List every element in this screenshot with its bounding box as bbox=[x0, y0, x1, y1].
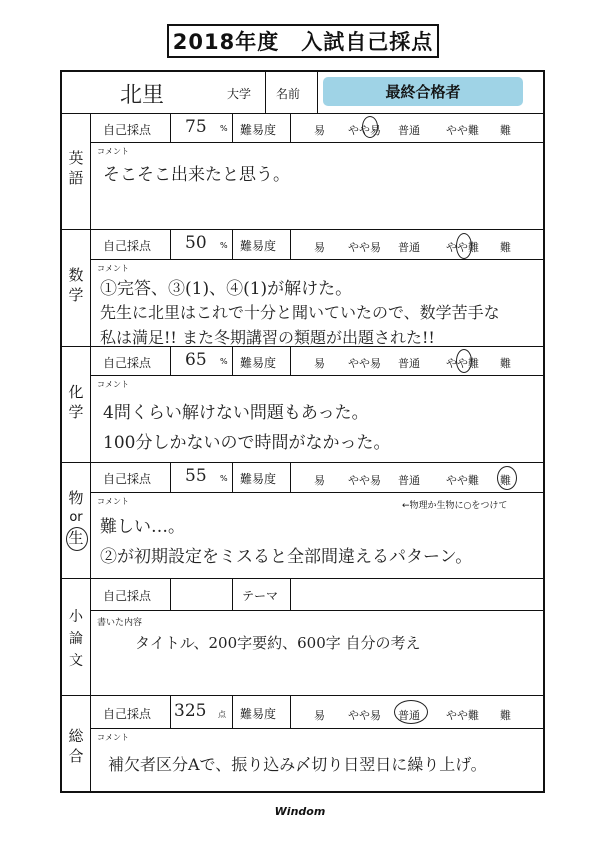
difficulty-option: 難 bbox=[500, 357, 511, 370]
difficulty-label: 難易度 bbox=[240, 356, 277, 370]
cell-divider bbox=[290, 695, 291, 728]
cell-divider bbox=[232, 578, 233, 610]
difficulty-option: やや難 bbox=[446, 709, 479, 722]
section-divider bbox=[60, 229, 545, 230]
self-score-label: 自己採点 bbox=[103, 123, 152, 137]
difficulty-label: 難易度 bbox=[240, 239, 277, 253]
comment-label: コメント bbox=[97, 733, 129, 742]
row-divider bbox=[90, 728, 545, 729]
essay-content: タイトル、200字要約、600字 自分の考え bbox=[135, 634, 421, 652]
comment-label: コメント bbox=[97, 497, 129, 506]
university-label: 大学 bbox=[227, 87, 252, 101]
english-score: 75 bbox=[185, 117, 207, 137]
difficulty-option: 易 bbox=[314, 124, 325, 137]
points-unit: 点 bbox=[218, 710, 226, 719]
difficulty-option: 普通 bbox=[398, 124, 420, 137]
comment-label: コメント bbox=[97, 380, 129, 389]
chemistry-score: 65 bbox=[185, 350, 207, 370]
header-divider-1 bbox=[265, 72, 266, 113]
difficulty-option: やや難 bbox=[446, 474, 479, 487]
subject-column-divider bbox=[90, 113, 91, 793]
page-title: 2018年度 入試自己採点 bbox=[167, 24, 439, 58]
cell-divider bbox=[170, 346, 171, 375]
difficulty-option: やや易 bbox=[348, 709, 381, 722]
difficulty-option: 難 bbox=[500, 241, 511, 254]
percent-unit: % bbox=[220, 357, 228, 366]
percent-unit: % bbox=[220, 241, 228, 250]
math-comment-line: ①完答、③(1)、④(1)が解けた。 bbox=[100, 279, 353, 299]
total-comment-line: 補欠者区分Aで、振り込み〆切り日翌日に繰り上げ。 bbox=[108, 755, 487, 774]
cell-divider bbox=[170, 462, 171, 492]
cell-divider bbox=[232, 695, 233, 728]
difficulty-option: やや難 bbox=[446, 241, 479, 254]
section-divider bbox=[60, 578, 545, 579]
difficulty-option: 普通 bbox=[398, 474, 420, 487]
cell-divider bbox=[232, 229, 233, 259]
difficulty-option: やや易 bbox=[348, 357, 381, 370]
selected-subject-circle bbox=[66, 527, 88, 551]
section-divider bbox=[60, 346, 545, 347]
english-comment-line: そこそこ出来たと思う。 bbox=[103, 165, 290, 185]
selected-difficulty-circle bbox=[394, 700, 428, 724]
difficulty-option: 易 bbox=[314, 474, 325, 487]
section-divider bbox=[60, 462, 545, 463]
selected-difficulty-circle bbox=[456, 349, 472, 373]
subject-essay: 小論文 bbox=[69, 609, 83, 669]
row-divider bbox=[90, 610, 545, 611]
chemistry-comment-line: 4問くらい解けない問題もあった。 bbox=[103, 403, 369, 423]
percent-unit: % bbox=[220, 474, 228, 483]
subject-or: or bbox=[69, 510, 83, 525]
subject-math: 数学 bbox=[68, 266, 84, 304]
physbio-comment-line: 難しい…。 bbox=[100, 517, 185, 537]
difficulty-option: 普通 bbox=[398, 241, 420, 254]
comment-label: コメント bbox=[97, 264, 129, 273]
cell-divider bbox=[290, 113, 291, 142]
difficulty-label: 難易度 bbox=[240, 472, 277, 486]
cell-divider bbox=[290, 229, 291, 259]
difficulty-option: やや難 bbox=[446, 357, 479, 370]
subject-biology: 生 bbox=[68, 529, 84, 547]
cell-divider bbox=[170, 229, 171, 259]
cell-divider bbox=[290, 346, 291, 375]
difficulty-label: 難易度 bbox=[240, 123, 277, 137]
difficulty-label: 難易度 bbox=[240, 707, 277, 721]
cell-divider bbox=[290, 578, 291, 610]
difficulty-option: 普通 bbox=[398, 357, 420, 370]
physbio-comment-line: ②が初期設定をミスると全部間違えるパターン。 bbox=[100, 547, 473, 567]
difficulty-option: 難 bbox=[500, 124, 511, 137]
difficulty-option: 難 bbox=[500, 474, 511, 487]
cell-divider bbox=[170, 113, 171, 142]
university-value: 北里 bbox=[120, 83, 165, 108]
math-comment-line: 先生に北里はこれで十分と聞いていたので、数学苦手な bbox=[100, 303, 500, 322]
physbio-score: 55 bbox=[185, 466, 207, 486]
self-score-label: 自己採点 bbox=[103, 472, 152, 486]
self-score-label: 自己採点 bbox=[103, 589, 152, 603]
self-score-label: 自己採点 bbox=[103, 707, 152, 721]
selected-difficulty-circle bbox=[456, 233, 472, 259]
difficulty-option: 易 bbox=[314, 709, 325, 722]
name-value: 最終合格者 bbox=[323, 77, 523, 106]
percent-unit: % bbox=[220, 124, 228, 133]
math-comment-line: 私は満足!! また冬期講習の類題が出題された!! bbox=[100, 328, 435, 347]
row-divider bbox=[90, 375, 545, 376]
difficulty-option: やや易 bbox=[348, 241, 381, 254]
physbio-note: ←物理か生物に○をつけて bbox=[402, 501, 508, 511]
subject-physics: 物 bbox=[68, 489, 84, 507]
subject-chemistry: 化学 bbox=[68, 383, 84, 421]
math-score: 50 bbox=[185, 233, 207, 253]
section-divider bbox=[60, 695, 545, 696]
difficulty-option: やや易 bbox=[348, 124, 381, 137]
difficulty-option: 難 bbox=[500, 709, 511, 722]
row-divider bbox=[90, 492, 545, 493]
row-divider bbox=[90, 142, 545, 143]
selected-difficulty-circle bbox=[497, 466, 517, 490]
difficulty-option: 易 bbox=[314, 241, 325, 254]
difficulty-option: やや易 bbox=[348, 474, 381, 487]
name-label: 名前 bbox=[276, 87, 301, 101]
difficulty-option: やや難 bbox=[446, 124, 479, 137]
selected-difficulty-circle bbox=[362, 116, 378, 138]
row-divider bbox=[90, 259, 545, 260]
cell-divider bbox=[170, 695, 171, 728]
header-divider-2 bbox=[317, 72, 318, 113]
self-score-label: 自己採点 bbox=[103, 356, 152, 370]
theme-label: テーマ bbox=[242, 589, 279, 603]
cell-divider bbox=[232, 462, 233, 492]
header-divider bbox=[60, 113, 545, 114]
footer-brand: Windom bbox=[274, 805, 326, 818]
cell-divider bbox=[170, 578, 171, 610]
chemistry-comment-line: 100分しかないので時間がなかった。 bbox=[103, 433, 391, 453]
subject-total: 総合 bbox=[68, 727, 84, 765]
subject-english: 英語 bbox=[68, 149, 84, 187]
cell-divider bbox=[232, 346, 233, 375]
written-content-label: 書いた内容 bbox=[97, 618, 143, 628]
self-score-label: 自己採点 bbox=[103, 239, 152, 253]
difficulty-option: 易 bbox=[314, 357, 325, 370]
total-score: 325 bbox=[174, 701, 207, 721]
cell-divider bbox=[290, 462, 291, 492]
comment-label: コメント bbox=[97, 147, 129, 156]
cell-divider bbox=[232, 113, 233, 142]
difficulty-option: 普通 bbox=[398, 709, 420, 722]
